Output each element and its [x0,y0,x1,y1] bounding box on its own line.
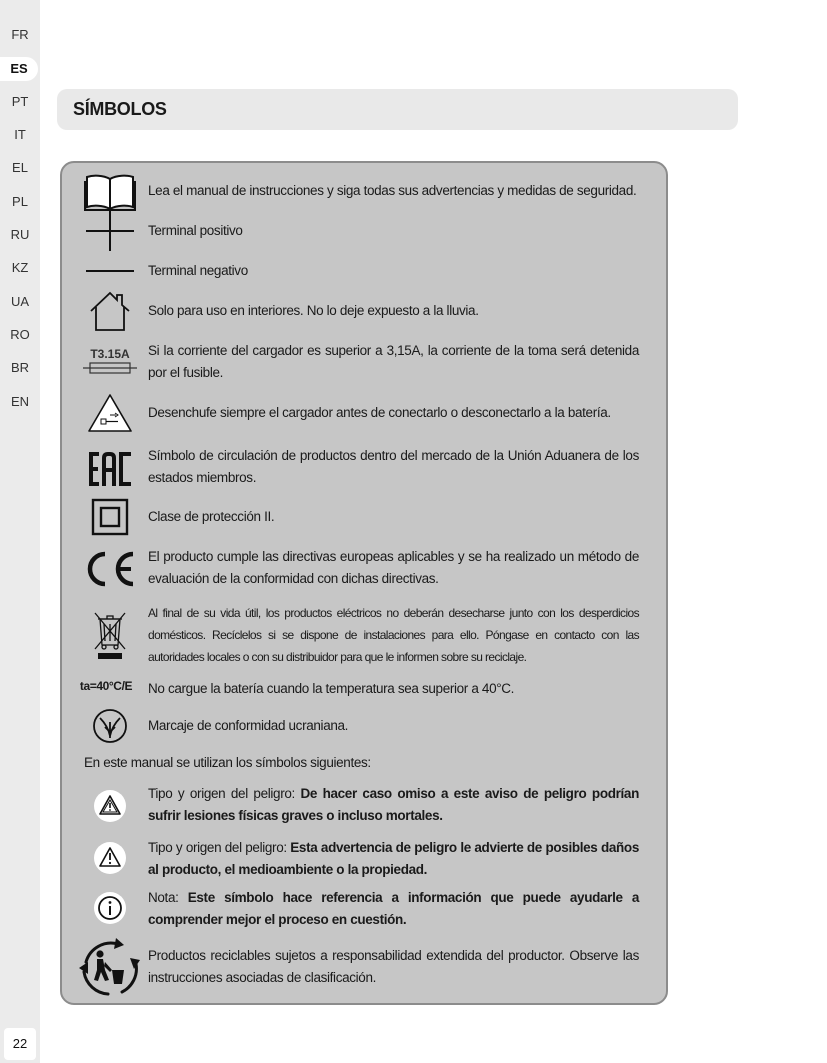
lang-tab-pl[interactable]: PL [12,194,28,209]
symbol-text: Al final de su vida útil, los productos eléctricos no deberán desecharse junto con los desperdicios domésticos. Recíclelos si se dispone de instalaciones para ello. Póngase en contacto con las autoridades locales o con su distribuidor para que le informen sobre su reciclaje. [148,606,639,664]
symbols-panel [60,161,668,1005]
triman-recycling-icon [74,935,146,999]
negative-terminal-icon [74,253,146,289]
caution-warning-icon [74,833,146,883]
symbol-row [62,495,666,539]
lang-tab-ua[interactable]: UA [10,294,30,309]
symbol-row [62,169,666,213]
indoor-house-icon [74,289,146,333]
class-ii-icon [74,495,146,539]
legend-text [148,783,639,827]
fuse-icon [74,337,146,385]
legend-prefix: Nota: [148,890,188,905]
lang-tab-ro[interactable]: RO [10,327,30,342]
page-number: 22 [4,1028,36,1060]
legend-intro: En este manual se utilizan los símbolos siguientes: [84,755,371,770]
legend-prefix: Tipo y origen del peligro: [148,840,291,855]
fuse-rating-label: T3.15A [90,347,130,361]
symbol-row [62,543,666,595]
symbol-text: Terminal positivo [148,223,243,238]
ukrainian-conformity-icon [74,705,146,747]
info-icon [74,883,146,933]
legend-row [62,781,666,831]
unplug-warning-icon [74,391,146,435]
legend-text: Productos reciclables sujetos a responsabilidad extendida del productor. Observe las instrucciones asociadas de clasificación. [148,948,639,985]
temperature-label [64,671,148,701]
legend-bold: De hacer caso omiso a este aviso de peligro podrían sufrir lesiones físicas graves o incluso mortales. [148,786,639,823]
lang-tab-pt[interactable]: PT [11,94,29,109]
lang-tab-kz[interactable]: KZ [11,260,29,275]
legend-row [62,883,666,933]
lang-tab-ru[interactable]: RU [10,227,30,242]
symbol-row [62,337,666,385]
section-header [57,89,738,130]
symbol-text: Marcaje de conformidad ucraniana. [148,718,349,733]
symbol-text: Clase de protección II. [148,509,275,524]
symbol-text: No cargue la batería cuando la temperatura sea superior a 40°C. [148,681,515,696]
symbol-text: El producto cumple las directivas europeas aplicables y se ha realizado un método de evaluación de la conformidad con dichas directivas. [148,549,639,586]
language-sidebar [0,0,40,1063]
lang-tab-el[interactable]: EL [12,160,28,175]
symbol-text: Solo para uso en interiores. No lo deje expuesto a la lluvia. [148,303,479,318]
legend-prefix: Tipo y origen del peligro: [148,786,301,801]
symbol-text: Terminal negativo [148,263,248,278]
legend-text [148,887,639,931]
lang-tab-en[interactable]: EN [10,394,30,409]
danger-warning-icon [74,781,146,831]
positive-terminal-icon [74,211,146,251]
legend-row [62,935,666,999]
manual-book-icon [74,169,146,213]
legend-text [148,837,639,881]
symbol-row [62,705,666,747]
symbol-text: Símbolo de circulación de productos dentro del mercado de la Unión Aduanera de los estados miembros. [148,448,639,485]
lang-tab-br[interactable]: BR [10,360,30,375]
symbol-row [62,391,666,435]
symbol-text: Lea el manual de instrucciones y siga todas sus advertencias y medidas de seguridad. [148,183,637,198]
lang-tab-it[interactable]: IT [14,127,26,142]
symbol-text: Si la corriente del cargador es superior a 3,15A, la corriente de la toma será detenida por el fusible. [148,343,639,380]
legend-row [62,833,666,883]
temperature-rating-label: ta=40°C/E [79,679,133,693]
legend-bold: Este símbolo hace referencia a información que puede ayudarle a comprender mejor el proceso en cuestión. [148,890,640,927]
lang-tab-es[interactable]: ES [0,57,38,81]
symbol-row [62,253,666,289]
symbol-row [62,211,666,251]
symbol-row [62,599,666,671]
legend-bold: Esta advertencia de peligro le advierte de posibles daños al producto, el medioambiente o la propiedad. [148,840,639,877]
symbol-row [62,443,666,495]
eac-mark-icon [74,443,146,495]
symbol-row [62,289,666,333]
symbol-row [62,671,666,707]
weee-bin-icon [74,599,146,671]
symbol-text: Desenchufe siempre el cargador antes de conectarlo o desconectarlo a la batería. [148,405,611,420]
lang-tab-fr[interactable]: FR [11,27,29,42]
page-title: SÍMBOLOS [73,99,167,119]
ce-mark-icon [74,543,146,595]
